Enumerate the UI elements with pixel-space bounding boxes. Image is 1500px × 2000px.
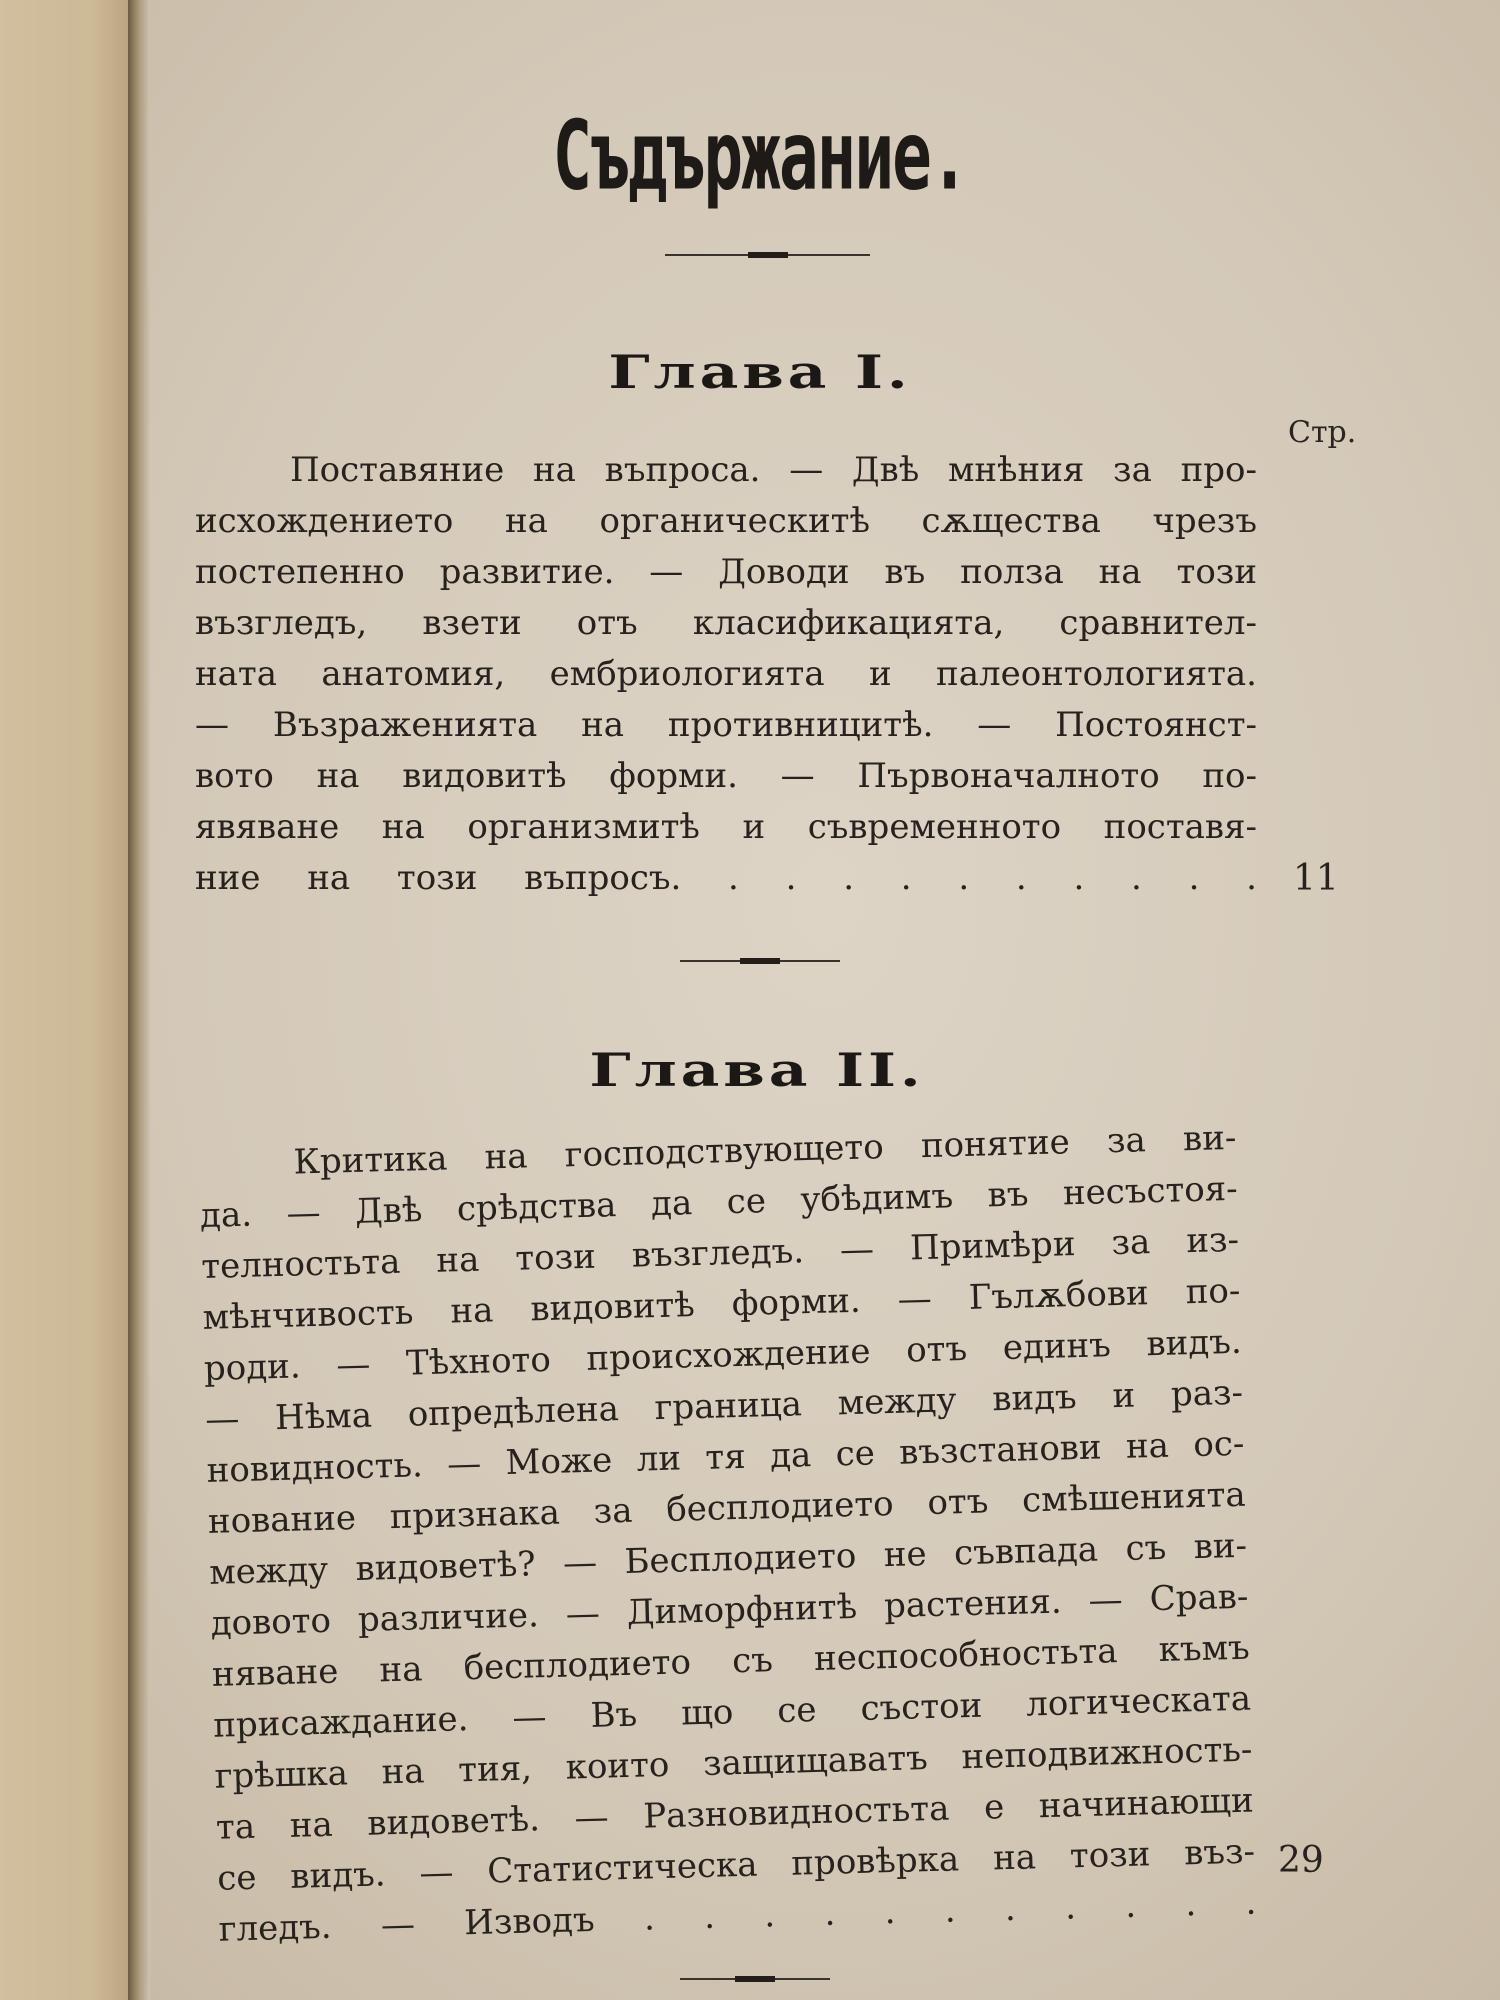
summary-line: грѣшка на тия, които защищаватъ неподвижность-	[214, 1729, 1253, 1797]
summary-line: та на видоветѣ. — Разновидностьта е начинающи	[215, 1780, 1255, 1848]
summary-line: мѣнчивость на видовитѣ форми. — Гълѫбови по-	[202, 1270, 1241, 1338]
chapter-1-page-number: 11	[1293, 858, 1339, 899]
summary-line: Критика на господствующето понятие за ви-	[293, 1117, 1237, 1183]
chapter-2-page-number: 29	[1278, 1840, 1324, 1881]
summary-line: новидность. — Може ли тя да се възстанови на ос-	[206, 1423, 1245, 1491]
facing-page-edge	[0, 0, 132, 2000]
summary-line: нование признака за бесплодието отъ смѣшенията	[207, 1474, 1247, 1542]
bottom-divider	[680, 1978, 830, 1980]
summary-line: ната анатомия, ембриологията и палеонтологията.	[195, 654, 1257, 694]
summary-line: исхождението на органическитѣ сѫщества чрезъ	[195, 501, 1257, 541]
summary-line: се видъ. — Статистическа провѣрка на този въз-	[216, 1831, 1256, 1899]
summary-line: — Нѣма опредѣлена граница между видъ и раз-	[204, 1372, 1244, 1440]
summary-line: телностьта на този възгледъ. — Примѣри за из-	[200, 1219, 1240, 1287]
summary-line: присаждание. — Въ що се състои логическата	[212, 1678, 1252, 1746]
book-gutter	[128, 0, 150, 2000]
summary-line: между видоветѣ? — Бесплодието не съвпада съ ви-	[208, 1525, 1248, 1593]
chapter-divider	[680, 960, 840, 962]
summary-line: роди. — Тѣхното происхождение отъ единъ видъ.	[203, 1321, 1243, 1389]
chapter-2-title: Глава II.	[589, 1043, 925, 1097]
divider-ornament	[740, 958, 780, 964]
summary-line-leader: ние на този въпросъ. . . . . . . . . . .	[195, 858, 1257, 898]
summary-line: явяване на организмитѣ и съвременното поставя-	[195, 807, 1257, 847]
divider-ornament	[735, 1976, 775, 1982]
summary-line: — Възраженията на противницитѣ. — Постоянст-	[195, 705, 1257, 745]
summary-line: възгледъ, взети отъ класификацията, сравнител-	[195, 603, 1257, 643]
summary-line: да. — Двѣ срѣдства да се убѣдимъ въ несъстоя-	[199, 1168, 1239, 1236]
summary-line: вото на видовитѣ форми. — Първоначалното по-	[195, 756, 1257, 796]
chapter-2-summary	[198, 1113, 1257, 1956]
summary-line: няване на бесплодието съ неспособностьта къмъ	[211, 1627, 1251, 1695]
summary-line: Поставяние на въпроса. — Двѣ мнѣния за про-	[290, 450, 1257, 490]
chapter-1-summary	[195, 445, 1257, 904]
divider-ornament	[748, 252, 788, 258]
page-column-label: Стр.	[1288, 415, 1357, 450]
contents-heading: Съдържание.	[552, 100, 968, 212]
summary-line: довото различие. — Диморфнитѣ растения. — Срав-	[210, 1576, 1249, 1644]
heading-divider	[665, 254, 870, 256]
summary-line-leader: гледъ. — Изводъ . . . . . . . . . . .	[218, 1882, 1257, 1950]
chapter-1-title: Глава I.	[608, 345, 912, 399]
summary-line: постепенно развитие. — Доводи въ полза на този	[195, 552, 1257, 592]
